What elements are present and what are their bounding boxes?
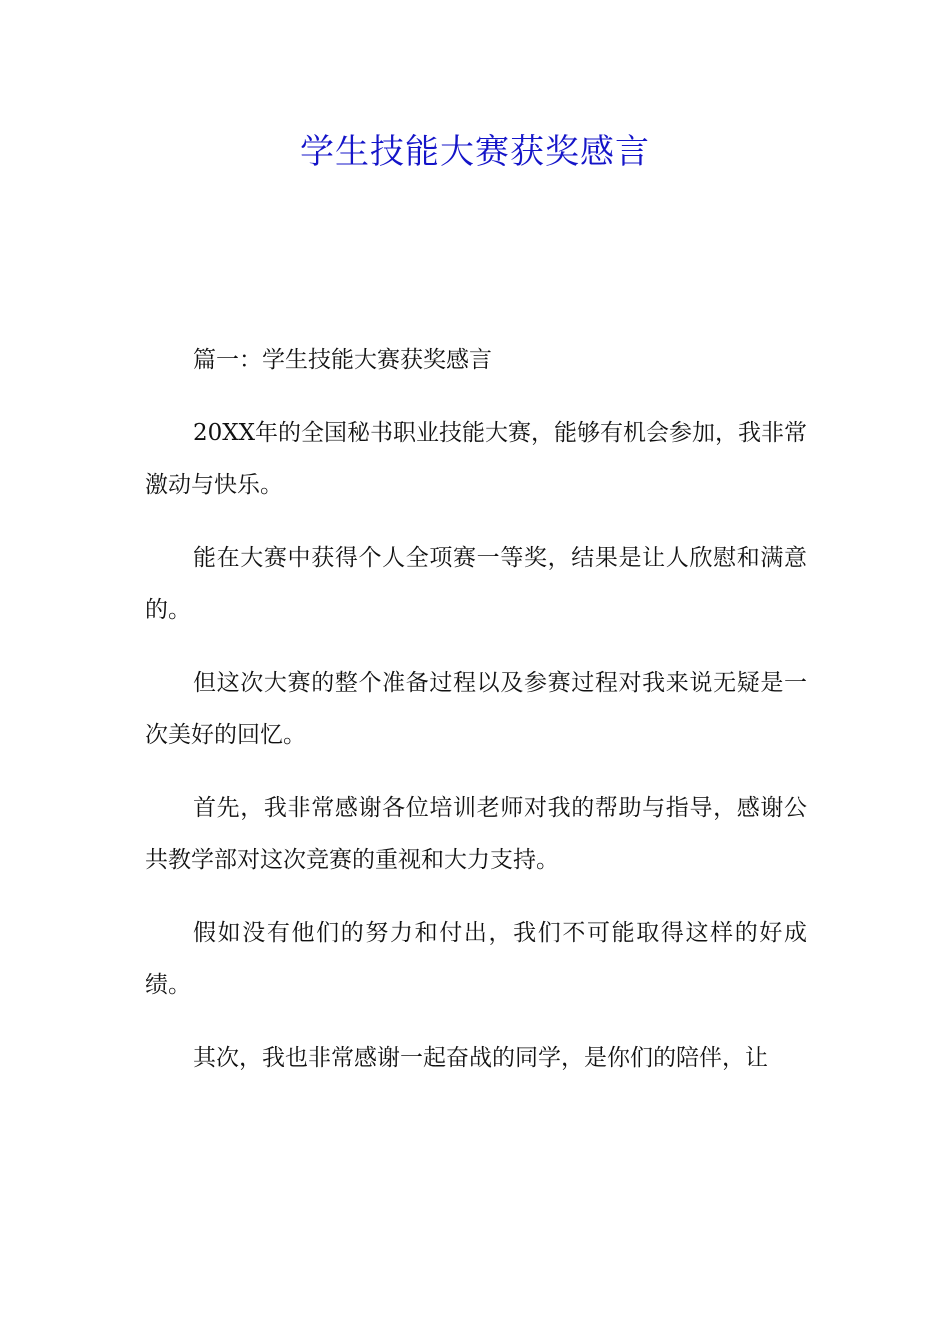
paragraph: 其次，我也非常感谢一起奋战的同学，是你们的陪伴，让 — [193, 1045, 768, 1071]
paragraph: 首先，我非常感谢各位培训老师对我的帮助与指导，感谢公共教学部对这次竞赛的重视和大力支持。 — [145, 795, 807, 873]
paragraph: 能在大赛中获得个人全项赛一等奖，结果是让人欣慰和满意的。 — [145, 545, 807, 623]
paragraph: 但这次大赛的整个准备过程以及参赛过程对我来说无疑是一次美好的回忆。 — [145, 670, 807, 748]
paragraph-heading: 篇一：学生技能大赛获奖感言 — [193, 347, 492, 373]
paragraph: 20XX年的全国秘书职业技能大赛，能够有机会参加，我非常激动与快乐。 — [145, 420, 808, 498]
document-title: 学生技能大赛获奖感言 — [300, 132, 650, 172]
paragraph: 假如没有他们的努力和付出，我们不可能取得这样的好成绩。 — [145, 920, 807, 998]
document-body — [145, 334, 807, 1105]
